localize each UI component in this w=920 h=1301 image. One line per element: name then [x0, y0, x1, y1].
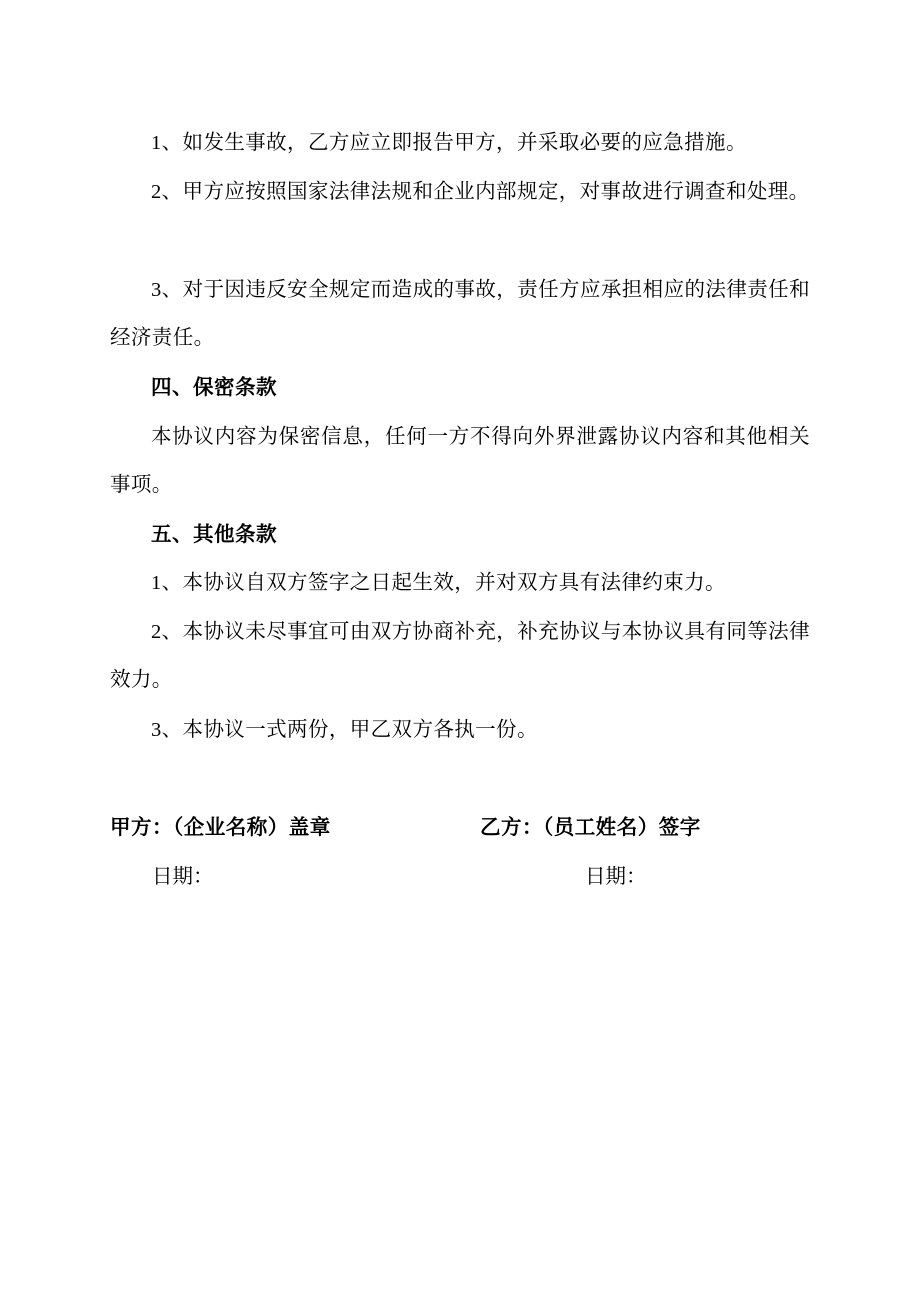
confidentiality-body: 本协议内容为保密信息，任何一方不得向外界泄露协议内容和其他相关事项。	[110, 426, 810, 496]
accident-item-3: 3、对于因违反安全规定而造成的事故，责任方应承担相应的法律责任和经济责任。	[110, 279, 810, 349]
party-b-signature-label: 乙方：（员工姓名）签字	[480, 817, 701, 839]
party-b-date-label: 日期：	[585, 866, 647, 888]
other-terms-heading: 五、其他条款	[151, 524, 277, 546]
accident-item-2: 2、甲方应按照国家法律法规和企业内部规定，对事故进行调查和处理。	[151, 181, 810, 203]
party-a-date-label: 日期：	[152, 866, 214, 888]
party-a-signature-label: 甲方：（企业名称）盖章	[110, 817, 331, 839]
other-item-2: 2、本协议未尽事宜可由双方协商补充，补充协议与本协议具有同等法律效力。	[110, 621, 810, 691]
confidentiality-heading: 四、保密条款	[151, 377, 277, 399]
other-item-3: 3、本协议一式两份，甲乙双方各执一份。	[151, 719, 538, 741]
accident-item-1: 1、如发生事故，乙方应立即报告甲方，并采取必要的应急措施。	[151, 132, 747, 154]
other-item-1: 1、本协议自双方签字之日起生效，并对双方具有法律约束力。	[151, 572, 726, 594]
